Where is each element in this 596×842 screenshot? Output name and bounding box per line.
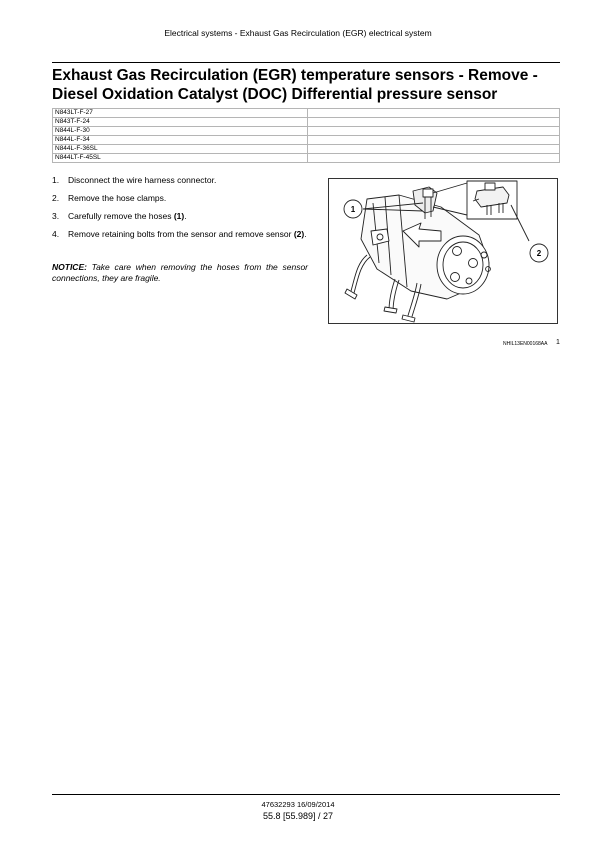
page-title-line-1: Exhaust Gas Recirculation (EGR) temperature sensors - Remove - [52, 67, 538, 84]
footer-divider [52, 794, 560, 795]
step-number: 3. [52, 211, 60, 221]
step-suffix: . [304, 229, 307, 239]
model-code: N844LT-F-45SL [53, 154, 308, 163]
step-text: Remove retaining bolts from the sensor and remove sensor [68, 229, 294, 239]
step-text: Remove the hose clamps. [68, 193, 167, 203]
model-value [308, 136, 560, 145]
model-code: N844L-F-34 [53, 136, 308, 145]
model-code: N844L-F-36SL [53, 145, 308, 154]
step-number: 4. [52, 229, 60, 239]
table-row [53, 154, 560, 163]
model-value [308, 118, 560, 127]
model-value [308, 127, 560, 136]
table-row [53, 118, 560, 127]
step-item [52, 211, 308, 222]
callout-1: 1 [350, 205, 356, 214]
callout-2: 2 [536, 249, 542, 258]
doc-sensor-drawing [329, 179, 557, 323]
table-row [53, 145, 560, 154]
model-value [308, 109, 560, 118]
figure-caption: NHIL13EN00168AA [503, 341, 548, 347]
footer-page-ref: 55.8 [55.989] / 27 [262, 811, 334, 821]
step-item [52, 175, 308, 186]
footer-doc-date: 47632293 16/09/2014 [261, 800, 335, 809]
model-value [308, 145, 560, 154]
model-code: N844L-F-30 [53, 127, 308, 136]
page-title [52, 66, 564, 104]
step-suffix: . [184, 211, 187, 221]
model-code: N843T-F-24 [53, 118, 308, 127]
model-code: N843LT-F-27 [53, 109, 308, 118]
page-title-line-2: Diesel Oxidation Catalyst (DOC) Differential pressure sensor [52, 86, 498, 103]
table-row [53, 136, 560, 145]
step-reference: (2) [293, 229, 305, 239]
step-text: Carefully remove the hoses [68, 211, 174, 221]
step-number: 2. [52, 193, 60, 203]
running-header: Electrical systems - Exhaust Gas Recirculation (EGR) electrical system [164, 28, 432, 38]
table-row [53, 127, 560, 136]
procedure-steps [52, 175, 308, 247]
figure-number: 1 [556, 339, 560, 346]
step-number: 1. [52, 175, 60, 185]
step-item [52, 193, 308, 204]
header-divider [52, 62, 560, 63]
step-reference: (1) [173, 211, 185, 221]
sensor-illustration [328, 178, 558, 324]
notice [52, 262, 308, 284]
notice-text: Take care when removing the hoses from the sensor connections, they are fragile. [52, 262, 308, 283]
notice-label: NOTICE: [52, 262, 87, 272]
step-item [52, 229, 308, 240]
model-value [308, 154, 560, 163]
model-applicability-table [52, 108, 560, 163]
table-row [53, 109, 560, 118]
step-text: Disconnect the wire harness connector. [68, 175, 217, 185]
